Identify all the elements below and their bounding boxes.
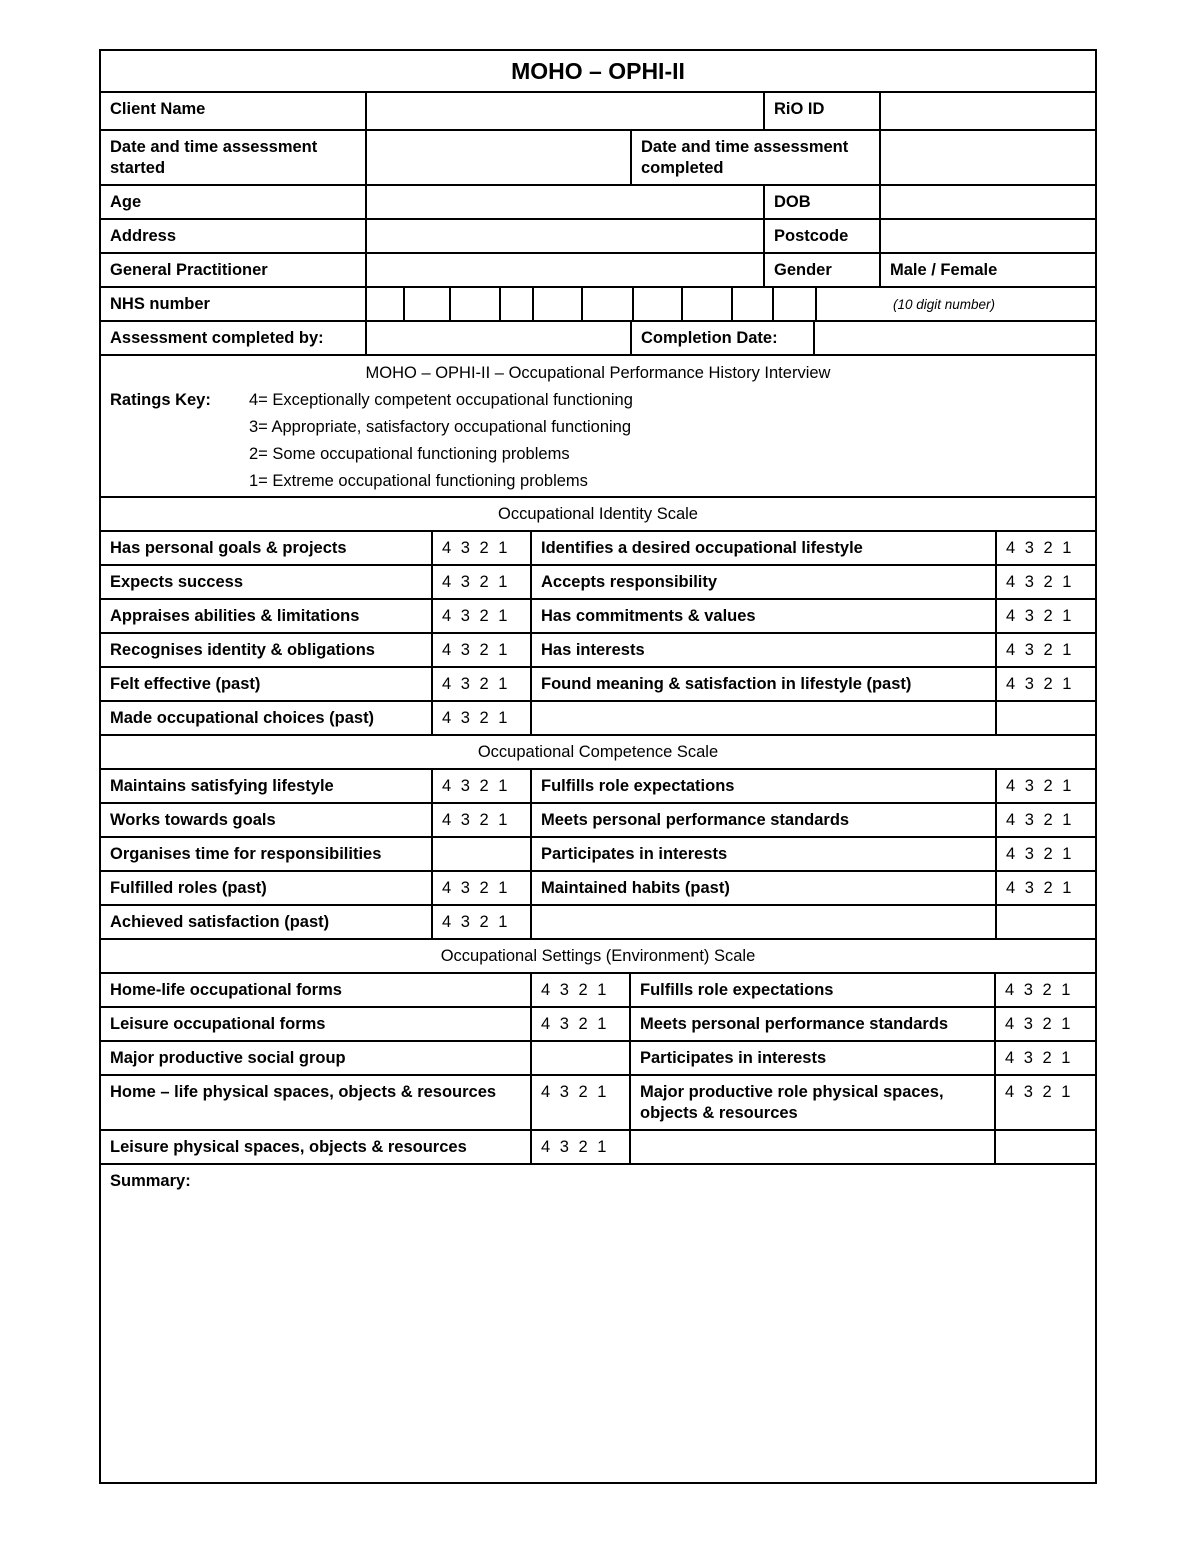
identity-rating[interactable]: 4 3 2 1 [1006,539,1072,557]
identity-rating[interactable]: 4 3 2 1 [1006,573,1072,591]
settings-row [101,1008,1095,1042]
settings-scale-rows [101,974,1095,1165]
competence-row [101,838,1095,872]
nhs-hint: (10 digit number) [893,297,996,312]
settings-rating[interactable]: 4 3 2 1 [1005,1083,1071,1101]
age-row [101,186,1095,220]
identity-rating[interactable]: 4 3 2 1 [1006,641,1072,659]
assessor-row [101,322,1095,356]
dob-label: DOB [765,186,881,218]
competence-rating[interactable]: 4 3 2 1 [433,872,532,904]
gp-input[interactable] [367,254,765,286]
nhs-digit-box[interactable] [683,288,733,320]
age-input[interactable] [367,186,765,218]
competence-rating[interactable]: 4 3 2 1 [1006,777,1072,795]
identity-item-label: Appraises abilities & limitations [101,600,433,632]
settings-row [101,1076,1095,1131]
nhs-number-label: NHS number [101,288,367,320]
competence-item-label: Fulfilled roles (past) [101,872,433,904]
identity-row [101,634,1095,668]
identity-item-label: Felt effective (past) [101,668,433,700]
settings-item-label: Home-life occupational forms [101,974,532,1006]
settings-rating[interactable]: 4 3 2 1 [1005,1015,1071,1033]
age-label: Age [101,186,367,218]
settings-rating[interactable]: 4 3 2 1 [1005,981,1071,999]
competence-rating[interactable]: 4 3 2 1 [1006,879,1072,897]
settings-item-label: Leisure occupational forms [101,1008,532,1040]
identity-row [101,532,1095,566]
identity-scale-heading [101,498,1095,532]
identity-scale-rows [101,532,1095,736]
settings-item-label: Participates in interests [631,1042,996,1074]
ratings-key [101,356,1095,498]
competence-rating[interactable]: 4 3 2 1 [433,804,532,836]
competence-rating[interactable]: 4 3 2 1 [1006,845,1072,863]
form-title-row [101,51,1095,93]
competence-rating[interactable] [433,838,532,870]
competence-item-label: Maintained habits (past) [532,872,997,904]
identity-item-label: Identifies a desired occupational lifestyle [532,532,997,564]
completion-date-input[interactable] [815,322,1095,354]
nhs-digit-box[interactable] [501,288,534,320]
competence-scale-title: Occupational Competence Scale [477,742,719,761]
settings-rating[interactable]: 4 3 2 1 [532,1131,631,1163]
rio-id-input[interactable] [881,93,1095,129]
identity-item-label: Has personal goals & projects [101,532,433,564]
page-title: MOHO – OPHI-II [511,57,685,84]
gp-row [101,254,1095,288]
competence-item-label: Maintains satisfying lifestyle [101,770,433,802]
identity-item-label: Recognises identity & obligations [101,634,433,666]
identity-rating[interactable]: 4 3 2 1 [433,566,532,598]
summary-label: Summary: [110,1172,191,1190]
settings-rating[interactable]: 4 3 2 1 [1005,1049,1071,1067]
nhs-digit-box[interactable] [634,288,683,320]
postcode-input[interactable] [881,220,1095,252]
nhs-hint-cell [817,288,1095,320]
identity-rating[interactable]: 4 3 2 1 [433,702,532,734]
identity-row [101,702,1095,736]
date-started-label: Date and time assessment started [101,131,367,184]
competence-row [101,770,1095,804]
rio-id-label: RiO ID [765,93,881,129]
settings-rating[interactable] [996,1131,1095,1163]
competence-rating[interactable]: 4 3 2 1 [433,770,532,802]
gender-value[interactable]: Male / Female [890,261,998,279]
settings-rating[interactable]: 4 3 2 1 [532,1076,631,1129]
postcode-label: Postcode [765,220,881,252]
identity-rating[interactable]: 4 3 2 1 [433,532,532,564]
identity-rating[interactable]: 4 3 2 1 [433,668,532,700]
identity-item-label: Made occupational choices (past) [101,702,433,734]
identity-scale-title: Occupational Identity Scale [498,504,698,523]
address-input[interactable] [367,220,765,252]
assessed-by-label: Assessment completed by: [101,322,367,354]
nhs-digit-box[interactable] [534,288,583,320]
settings-rating[interactable]: 4 3 2 1 [532,974,631,1006]
settings-row [101,1131,1095,1165]
settings-item-label [631,1131,996,1163]
settings-item-label: Major productive social group [101,1042,532,1074]
competence-item-label: Organises time for responsibilities [101,838,433,870]
settings-item-label: Fulfills role expectations [631,974,996,1006]
identity-rating[interactable]: 4 3 2 1 [433,600,532,632]
competence-rating[interactable]: 4 3 2 1 [1006,811,1072,829]
settings-item-label: Major productive role physical spaces, objects & resources [631,1076,996,1129]
gender-label: Gender [765,254,881,286]
nhs-digit-box[interactable] [774,288,817,320]
summary-section[interactable] [101,1165,1095,1491]
identity-item-label: Found meaning & satisfaction in lifestyle (past) [532,668,997,700]
ratings-key-content [110,363,1086,489]
address-label: Address [101,220,367,252]
date-completed-label: Date and time assessment completed [632,131,881,184]
competence-scale-rows [101,770,1095,940]
nhs-digit-box[interactable] [583,288,634,320]
competence-row [101,872,1095,906]
date-started-input[interactable] [367,131,632,184]
settings-scale-heading [101,940,1095,974]
competence-item-label: Meets personal performance standards [532,804,997,836]
identity-item-label [532,702,997,734]
competence-row [101,906,1095,940]
nhs-digit-box[interactable] [451,288,501,320]
ratings-key-heading: MOHO – OPHI-II – Occupational Performance History Interview [365,364,831,382]
identity-item-label: Has commitments & values [532,600,997,632]
gp-label: General Practitioner [101,254,367,286]
competence-scale-heading [101,736,1095,770]
competence-rating[interactable]: 4 3 2 1 [433,906,532,938]
settings-rating[interactable] [532,1042,631,1074]
settings-rating[interactable]: 4 3 2 1 [532,1008,631,1040]
client-row [101,93,1095,131]
nhs-row [101,288,1095,322]
date-completed-input[interactable] [881,131,1095,184]
identity-row [101,668,1095,702]
dob-input[interactable] [881,186,1095,218]
ratings-key-line: 1= Extreme occupational functioning problems [249,472,588,490]
identity-row [101,566,1095,600]
competence-item-label: Fulfills role expectations [532,770,997,802]
settings-item-label: Meets personal performance standards [631,1008,996,1040]
identity-rating[interactable] [997,702,1095,734]
nhs-digit-box[interactable] [405,288,451,320]
completion-date-label: Completion Date: [632,322,815,354]
client-name-input[interactable] [367,93,765,129]
competence-rating[interactable] [997,906,1095,938]
settings-row [101,1042,1095,1076]
competence-item-label: Achieved satisfaction (past) [101,906,433,938]
identity-rating[interactable]: 4 3 2 1 [1006,675,1072,693]
identity-item-label: Accepts responsibility [532,566,997,598]
competence-item-label: Participates in interests [532,838,997,870]
identity-rating[interactable]: 4 3 2 1 [1006,607,1072,625]
ratings-key-line: 2= Some occupational functioning problems [249,445,570,463]
competence-row [101,804,1095,838]
dates-row [101,131,1095,186]
identity-rating[interactable]: 4 3 2 1 [433,634,532,666]
nhs-digit-box[interactable] [367,288,405,320]
nhs-digit-box[interactable] [733,288,774,320]
address-row [101,220,1095,254]
identity-row [101,600,1095,634]
assessment-form [99,49,1097,1484]
client-name-label: Client Name [101,93,367,129]
assessed-by-input[interactable] [367,322,632,354]
competence-item-label: Works towards goals [101,804,433,836]
ratings-key-line: 4= Exceptionally competent occupational functioning [249,391,633,409]
settings-scale-title: Occupational Settings (Environment) Scale [440,946,756,965]
identity-item-label: Expects success [101,566,433,598]
ratings-key-line: 3= Appropriate, satisfactory occupational functioning [249,418,632,436]
settings-item-label: Home – life physical spaces, objects & resources [101,1076,532,1129]
settings-item-label: Leisure physical spaces, objects & resources [101,1131,532,1163]
identity-item-label: Has interests [532,634,997,666]
competence-item-label [532,906,997,938]
settings-row [101,974,1095,1008]
ratings-key-label: Ratings Key: [110,391,211,409]
